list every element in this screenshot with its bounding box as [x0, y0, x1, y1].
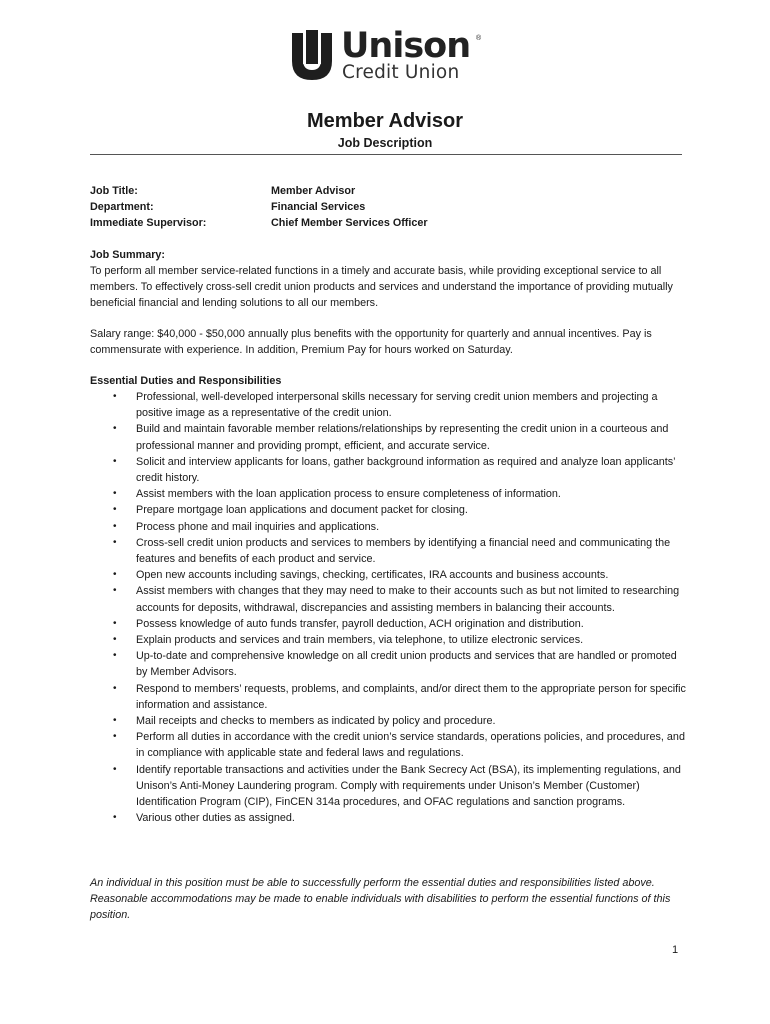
logo-subtitle: Credit Union	[342, 62, 460, 83]
duty-list-item	[90, 729, 690, 761]
header-divider	[90, 154, 682, 155]
field-row-department	[90, 199, 690, 215]
duty-text: Various other duties as assigned.	[136, 812, 295, 825]
duty-text: Cross-sell credit union products and services to members by identifying a financial need and communicating the features and benefits of each product and service.	[136, 536, 671, 566]
duty-text: Explain products and services and train members, via telephone, to utilize electronic services.	[136, 634, 584, 647]
duty-text: Respond to members’ requests, problems, and complaints, and/or direct them to the appropriate person for specific information and assistance.	[136, 682, 686, 711]
duty-text: Build and maintain favorable member relations/relationships by representing the credit union in a courteous and professional manner and providing prompt, efficient, and accurate service.	[136, 423, 669, 452]
duty-list-item	[90, 648, 690, 680]
duty-text: Open new accounts including savings, checking, certificates, IRA accounts and business accounts.	[136, 569, 609, 582]
duty-list-item	[90, 632, 690, 648]
field-value: Financial Services	[271, 201, 366, 213]
salary-text: Salary range: $40,000 - $50,000 annually plus benefits with the opportunity for quarterly and annual incentives. Pay is commensurate with experience. In addition, Premium Pay for hours worked on Saturday.	[90, 328, 652, 357]
duty-list-item	[90, 616, 690, 632]
duty-text: Perform all duties in accordance with the credit union’s service standards, operations policies, and procedures, and in compliance with applicable state and federal laws and regulations.	[136, 731, 685, 760]
bullet-icon: •	[113, 536, 117, 548]
duty-list-item	[90, 454, 690, 486]
bullet-icon: •	[113, 585, 117, 597]
document-title: Member Advisor	[307, 110, 463, 132]
logo-wordmark: Unison	[341, 26, 471, 66]
field-label: Immediate Supervisor:	[90, 217, 207, 229]
duty-list-item	[90, 762, 690, 811]
duty-list-item	[90, 519, 690, 535]
closing-statement: An individual in this position must be able to successfully perform the essential duties and responsibilities listed above. Reasonable accommodations may be made to enable individuals with disabilities to perform the essential functions of this position.	[90, 877, 671, 922]
unison-u-mark-icon	[289, 30, 335, 82]
bullet-icon: •	[113, 682, 117, 694]
duty-text: Process phone and mail inquiries and applications.	[136, 520, 380, 533]
page-number: 1	[672, 944, 679, 956]
field-label: Department:	[90, 201, 154, 213]
field-value: Chief Member Services Officer	[271, 217, 428, 229]
duty-list-item	[90, 486, 690, 502]
duty-list-item	[90, 583, 690, 615]
job-summary-heading: Job Summary:	[90, 249, 165, 261]
bullet-icon: •	[113, 520, 117, 532]
salary-section	[90, 326, 690, 358]
duty-text: Prepare mortgage loan applications and document packet for closing.	[136, 504, 468, 517]
duty-list-item	[90, 567, 690, 583]
bullet-icon: •	[113, 423, 117, 435]
duty-list-item	[90, 421, 690, 453]
duty-text: Solicit and interview applicants for loans, gather background information as required and analyze loan applicants’ credit history.	[136, 455, 676, 485]
unison-logo	[289, 26, 489, 83]
duty-list-item	[90, 502, 690, 518]
document-subtitle: Job Description	[337, 136, 433, 150]
bullet-icon: •	[113, 634, 117, 646]
bullet-icon: •	[113, 455, 117, 467]
field-value: Member Advisor	[271, 185, 356, 197]
job-summary-section	[90, 247, 690, 312]
job-summary-text: To perform all member service-related functions in a timely and accurate basis, while providing exceptional service to all members. To effectively cross-sell credit union products and services and understand the importance of providing mutually beneficial financial and lending solutions to all our members.	[90, 265, 673, 310]
duty-text: Assist members with the loan application process to ensure completeness of information.	[136, 488, 561, 501]
bullet-icon: •	[113, 391, 117, 402]
duties-list	[90, 389, 690, 826]
duty-text: Professional, well-developed interpersonal skills necessary for serving credit union members and projecting a positive image as a representative of the credit union.	[136, 391, 658, 420]
duty-list-item	[90, 681, 690, 713]
bullet-icon: •	[113, 763, 117, 775]
field-row-supervisor	[90, 215, 690, 231]
duty-list-item	[90, 713, 690, 729]
duty-text: Possess knowledge of auto funds transfer, payroll deduction, ACH origination and distribution.	[136, 617, 584, 630]
bullet-icon: •	[113, 488, 117, 500]
duty-text: Assist members with changes that they may need to make to their accounts such as but not limited to researching accounts for deposits, withdrawal, discrepancies and assisting members in balancing their accounts.	[136, 585, 680, 614]
bullet-icon: •	[113, 617, 117, 629]
duty-list-item	[90, 535, 690, 567]
duties-heading: Essential Duties and Responsibilities	[90, 375, 282, 387]
bullet-icon: •	[113, 715, 117, 727]
duties-section	[90, 373, 690, 826]
bullet-icon: •	[113, 650, 117, 662]
bullet-icon: •	[113, 569, 117, 581]
registered-mark: ®	[476, 35, 482, 42]
bullet-icon: •	[113, 812, 117, 824]
duty-text: Identify reportable transactions and activities under the Bank Secrecy Act (BSA), its implementing regulations, and Unison’s Anti-Money Laundering program. Comply with requirements under Unison’s Member (Customer) Identification Program (CIP), FinCEN 314a procedures, and OFAC regulations and sanction programs.	[136, 763, 681, 809]
duty-list-item	[90, 810, 690, 826]
duty-text: Mail receipts and checks to members as indicated by policy and procedure.	[136, 715, 496, 728]
duty-list-item	[90, 389, 690, 421]
job-info-fields	[90, 183, 690, 231]
field-row-job-title	[90, 183, 690, 199]
bullet-icon: •	[113, 504, 117, 516]
bullet-icon: •	[113, 731, 117, 743]
field-label: Job Title:	[90, 185, 138, 197]
duty-text: Up-to-date and comprehensive knowledge on all credit union products and services that are handled or promoted by Member Advisors.	[136, 650, 677, 679]
